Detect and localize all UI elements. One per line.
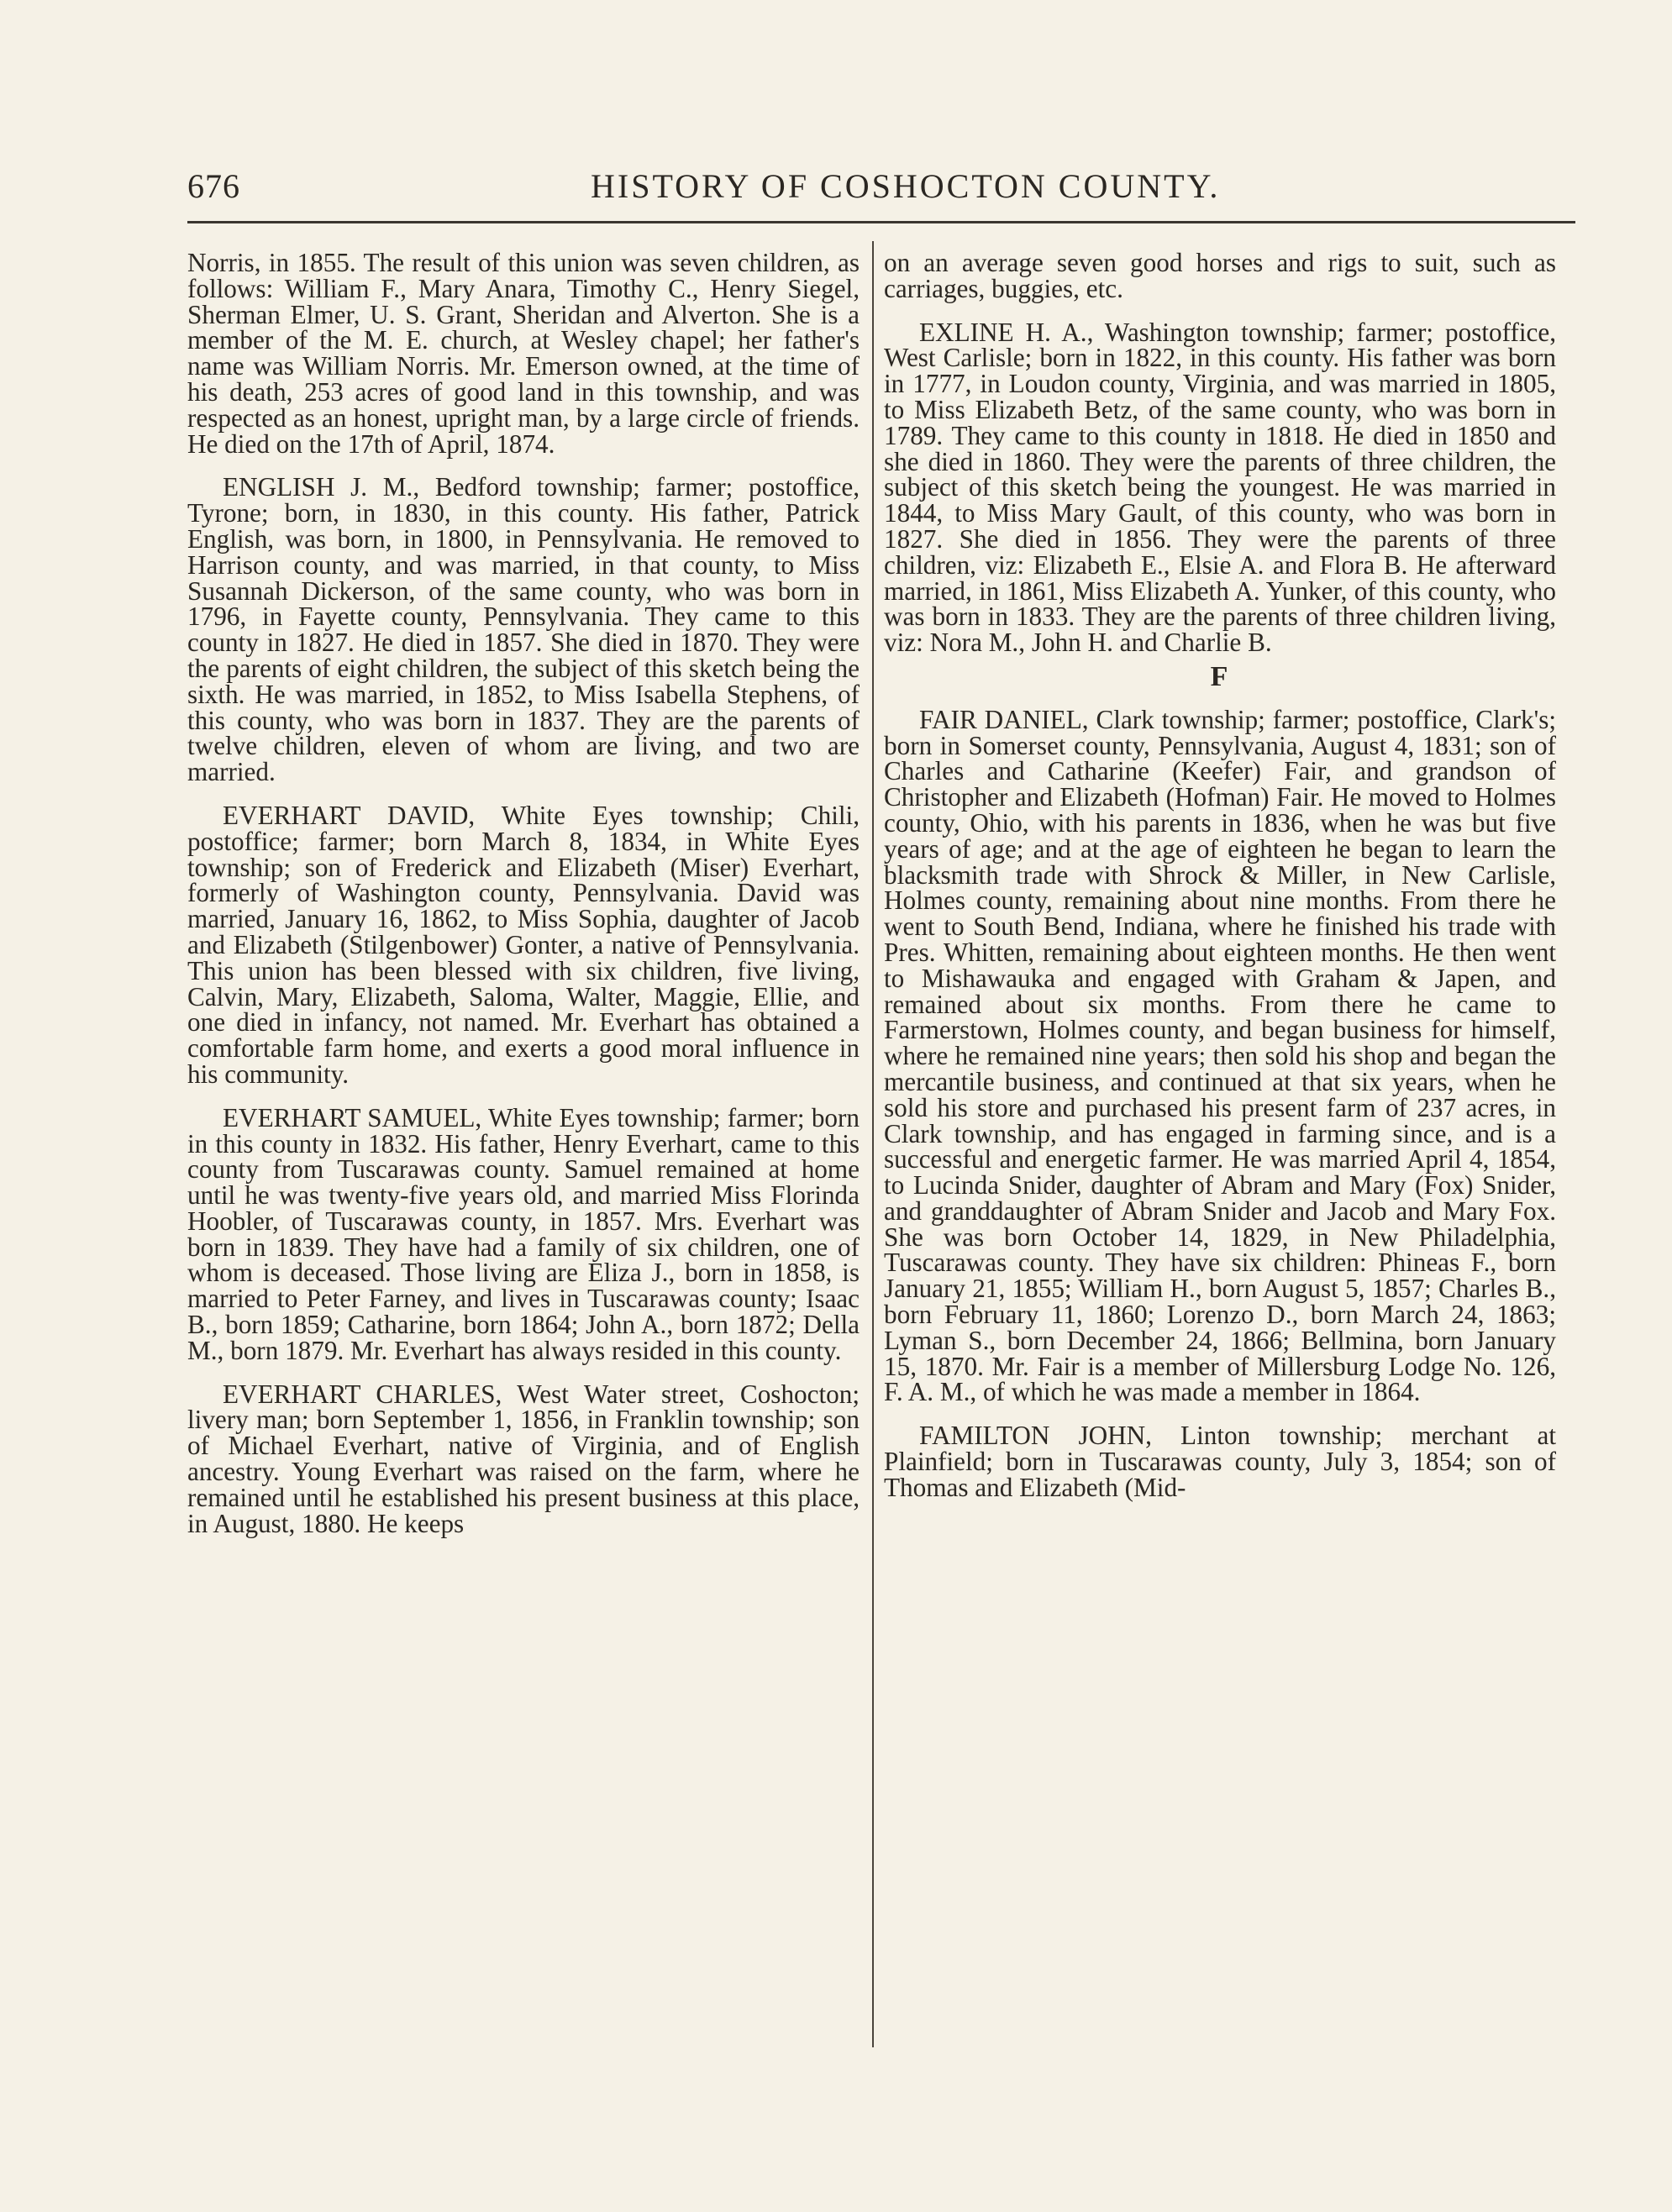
entry-fair-daniel: FAIR DANIEL, Clark township; farmer; postoffice, Clark's; born in Somerset county, Pennsylvania, August 4, 1831; son of Charles and Catharine (Keefer) Fair, and grandson of Christopher and Elizabeth (Hofman) Fair. He moved to Holmes county, Ohio, with his parents in 1836, when he was but five years of age; and at the age of eighteen he began to learn the blacksmith trade with Shrock & Miller, in New Carlisle, Holmes county, remaining about nine months. From there he went to South Bend, Indiana, where he finished his trade with Pres. Whitten, remaining about eighteen months. He then went to Mishawauka and engaged with Graham & Japen, and remained about six months. From there he came to Farmerstown, Holmes county, and began business for himself, where he remained nine years; then sold his shop and began the mercantile business, and continued at that six years, when he sold his store and purchased his present farm of 237 acres, in Clark township, and has engaged in farming since, and is a successful and energetic farmer. He was married April 4, 1854, to Lucinda Snider, daughter of Abram and Mary (Fox) Snider, and granddaughter of Abram Snider and Jacob and Mary Fox. She was born October 14, 1829, in New Philadelphia, Tuscarawas county. They have six children: Phineas F., born January 21, 1855; William H., born August 5, 1857; Charles B., born February 11, 1860; Lorenzo D., born March 24, 1863; Lyman S., born December 24, 1866; Bellmina, born January 15, 1870. Mr. Fair is a member of Millersburg Lodge No. 126, F. A. M., of which he was made a member in 1864.	[884, 704, 1556, 1407]
section-letter: F	[1210, 660, 1230, 692]
right-column	[884, 250, 1556, 1501]
paragraph-norris-continued: Norris, in 1855. The result of this union was seven children, as follows: William F., Mary Anara, Timothy C., Henry Siegel, Sherman Elmer, U. S. Grant, Sheridan and Alverton. She is a member of the M. E. church, at Wesley chapel; her father's name was William Norris. Mr. Emerson owned, at the time of his death, 253 acres of good land in this township, and was respected as an honest, upright man, by a large circle of friends. He died on the 17th of April, 1874.	[187, 248, 860, 459]
running-title: HISTORY OF COSHOCTON COUNTY.	[591, 167, 1221, 205]
column-divider	[872, 241, 874, 2047]
entry-familton-john: FAMILTON JOHN, Linton township; merchant at Plainfield; born in Tuscarawas county, July 3, 1854; son of Thomas and Elizabeth (Mid-	[884, 1421, 1556, 1502]
entry-exline-ha: EXLINE H. A., Washington township; farmer; postoffice, West Carlisle; born in 1822, in this county. His father was born in 1777, in Loudon county, Virginia, and was married in 1805, to Miss Elizabeth Betz, of the same county, who was born in 1789. They came to this county in 1818. He died in 1850 and she died in 1860. They were the parents of three children, the subject of this sketch being the youngest. He was married in 1844, to Miss Mary Gault, of this county, who was born in 1827. She died in 1856. They were the parents of three children, viz: Elizabeth E., Elsie A. and Flora B. He afterward married, in 1861, Miss Elizabeth A. Yunker, of this county, who was born in 1833. They are the parents of three children living, viz: Nora M., John H. and Charlie B.	[884, 317, 1556, 658]
entry-everhart-david: EVERHART DAVID, White Eyes township; Chili, postoffice; farmer; born March 8, 1834, in White Eyes township; son of Frederick and Elizabeth (Miser) Everhart, formerly of Washington county, Pennsylvania. David was married, January 16, 1862, to Miss Sophia, daughter of Jacob and Elizabeth (Stilgenbower) Gonter, a native of Pennsylvania. This union has been blessed with six children, five living, Calvin, Mary, Elizabeth, Saloma, Walter, Maggie, Ellie, and one died in infancy, not named. Mr. Everhart has obtained a comfortable farm home, and exerts a good moral influence in his community.	[187, 800, 860, 1089]
entry-english-jm: ENGLISH J. M., Bedford township; farmer; postoffice, Tyrone; born, in 1830, in this county. His father, Patrick English, was born, in 1800, in Pennsylvania. He removed to Harrison county, and was married, in that county, to Miss Susannah Dickerson, of the same county, who was born in 1796, in Fayette county, Pennsylvania. They came to this county in 1827. He died in 1857. She died in 1870. They were the parents of eight children, the subject of this sketch being the sixth. He was married, in 1852, to Miss Isabella Stephens, of this county, who was born in 1837. They are the parents of twelve children, eleven of whom are living, and two are married.	[187, 472, 860, 787]
page-header	[187, 166, 1574, 217]
left-column	[187, 250, 860, 1537]
header-rule	[187, 221, 1575, 223]
entry-everhart-charles: EVERHART CHARLES, West Water street, Coshocton; livery man; born September 1, 1856, in Franklin township; son of Michael Everhart, native of Virginia, and of English ancestry. Young Everhart was raised on the farm, where he remained until he established his present business at this place, in August, 1880. He keeps	[187, 1379, 860, 1538]
paragraph-everhart-continued: on an average seven good horses and rigs to suit, such as carriages, buggies, etc.	[884, 248, 1556, 303]
entry-everhart-samuel: EVERHART SAMUEL, White Eyes township; farmer; born in this county in 1832. His father, Henry Everhart, came to this county from Tuscarawas county. Samuel remained at home until he was twenty-five years old, and married Miss Florinda Hoobler, of Tuscarawas county, in 1857. Mrs. Everhart was born in 1839. They have had a family of six children, one of whom is deceased. Those living are Eliza J., born in 1858, is married to Peter Farney, and lives in Tuscarawas county; Isaac B., born 1859; Catharine, born 1864; John A., born 1872; Della M., born 1879. Mr. Everhart has always resided in this county.	[187, 1102, 860, 1365]
page-number: 676	[187, 167, 240, 205]
